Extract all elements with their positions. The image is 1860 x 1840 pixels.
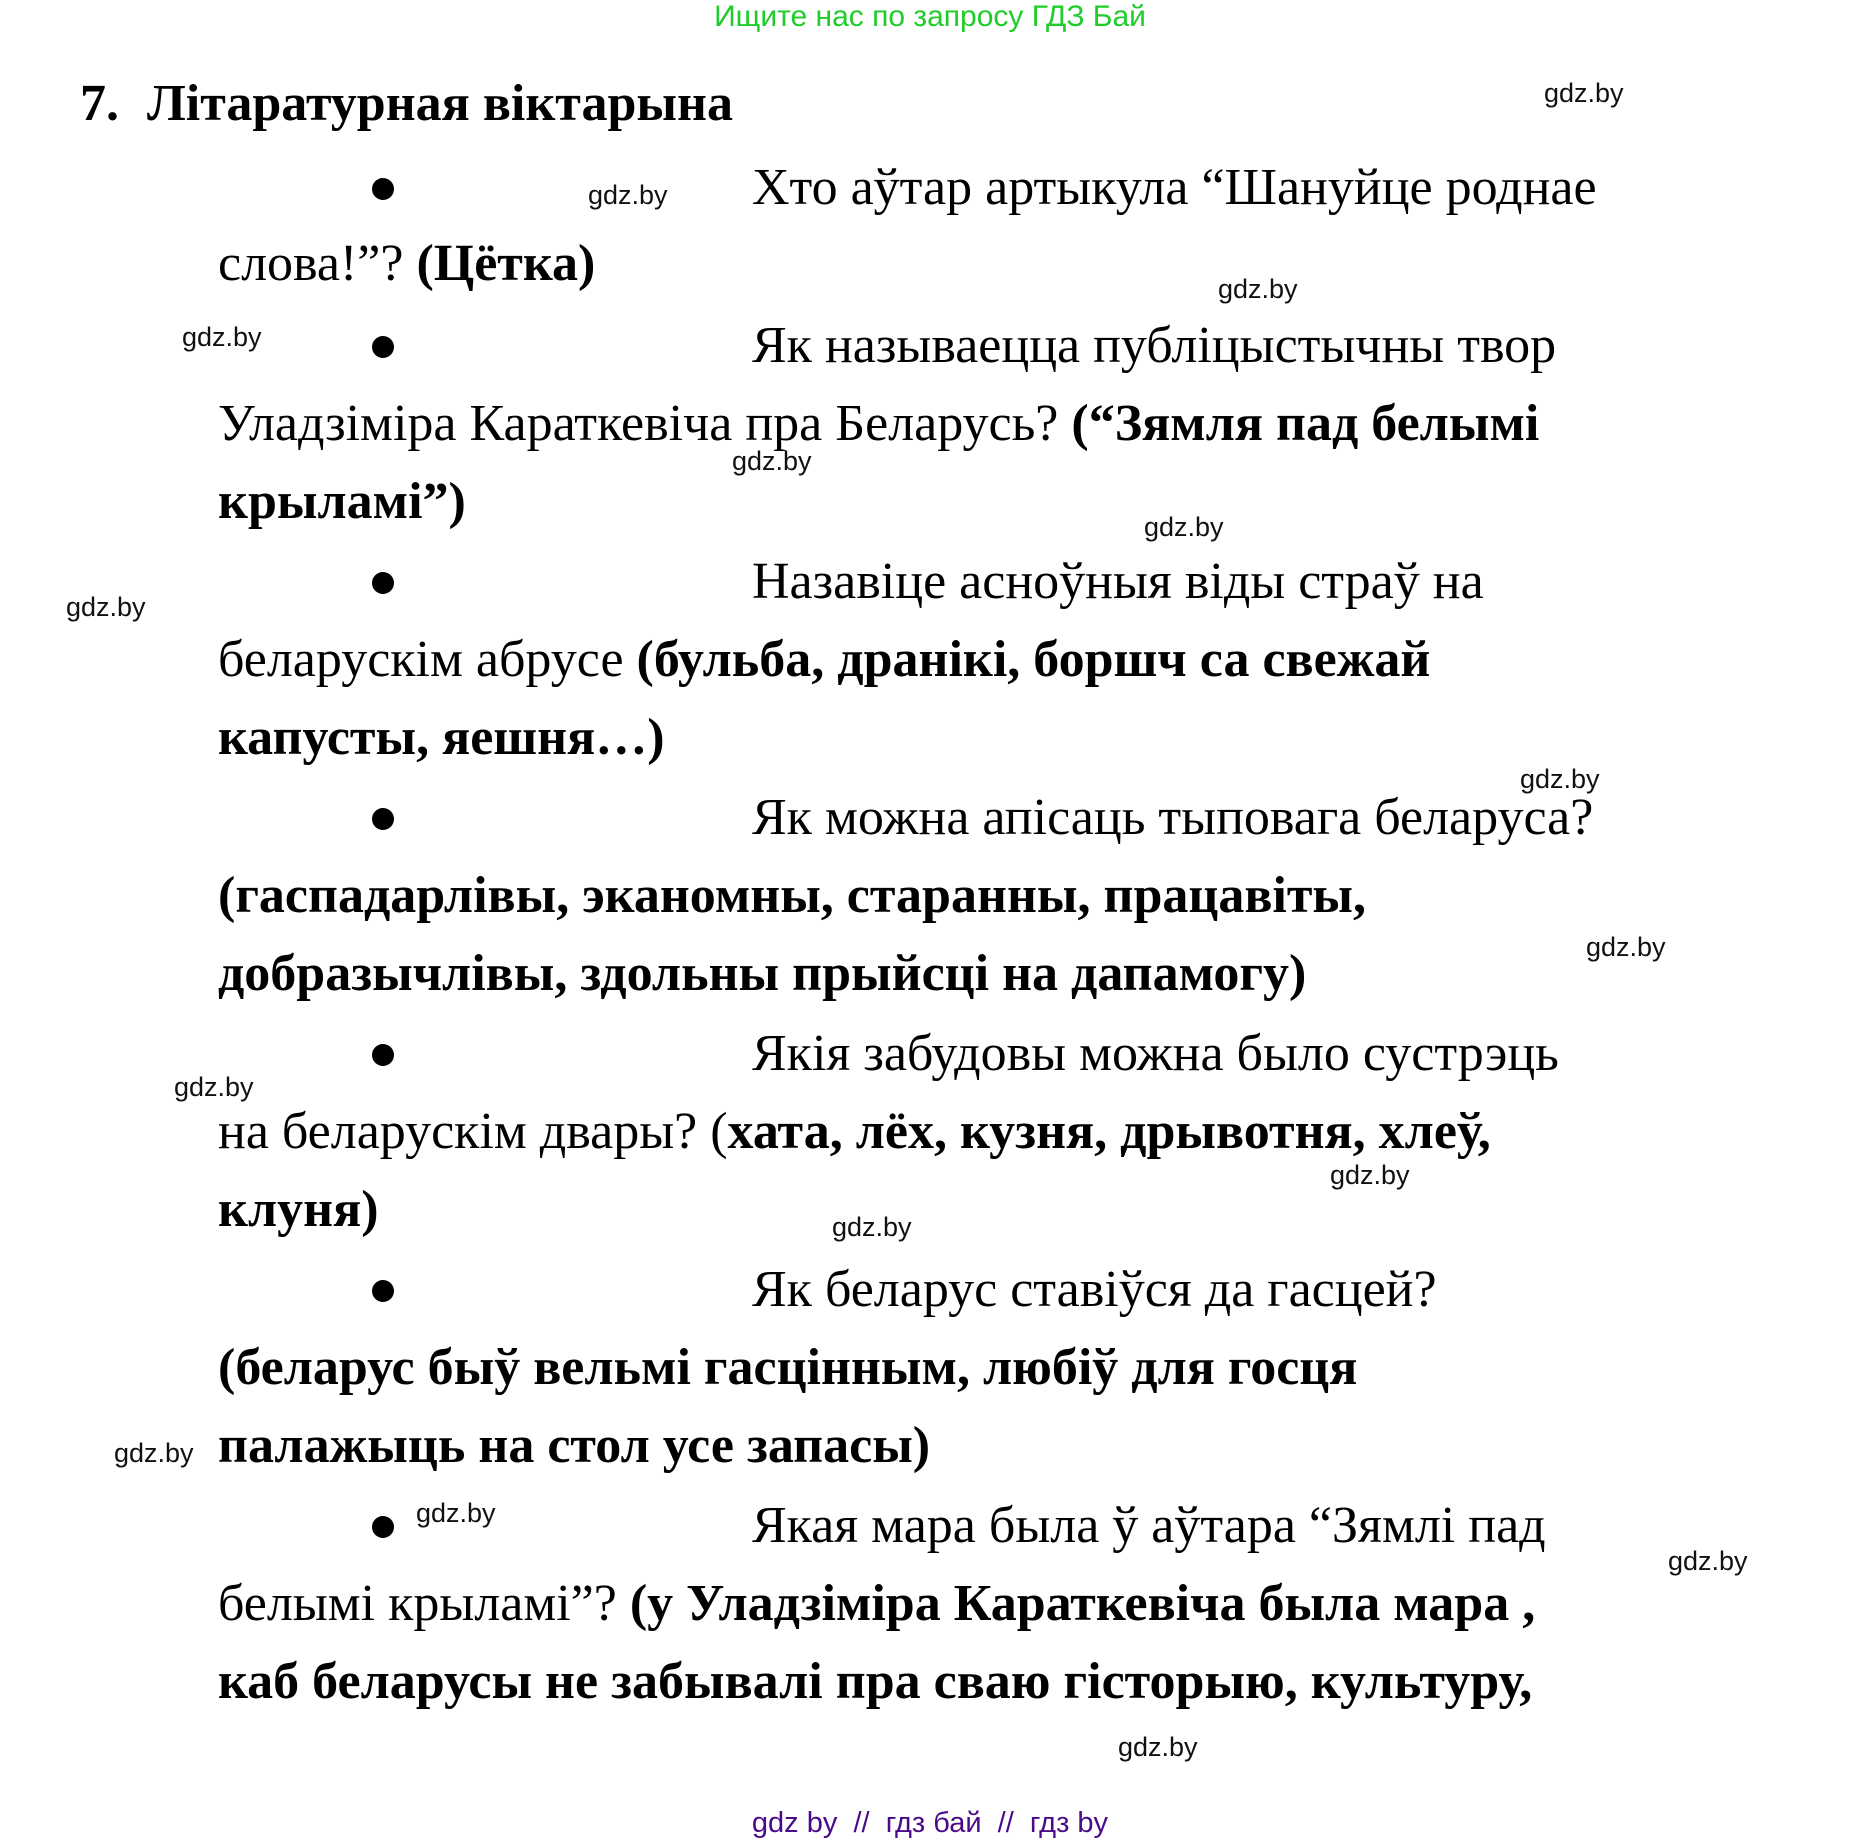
answer-line: капусты, яешня…): [218, 709, 665, 766]
answer-line: крыламі”): [218, 473, 466, 530]
bullet-icon: [372, 336, 394, 358]
answer-text: (бульба, дранікі, боршч са свежай: [636, 631, 1431, 688]
answer-line: добразычлівы, здольны прыйсці на дапамогу): [218, 945, 1307, 1002]
bullet-icon: [372, 1280, 394, 1302]
bullet-icon: [372, 1044, 394, 1066]
answer-line: каб беларусы не забывалі пра сваю гісторыю, культуру,: [218, 1653, 1533, 1710]
question-line: Хто аўтар артыкула “Шануйце роднае: [752, 159, 1597, 216]
question-text: Уладзіміра Караткевіча пра Беларусь?: [218, 395, 1059, 452]
question-answer-line: [218, 232, 595, 296]
watermark: gdz.by: [1544, 78, 1624, 108]
answer-line: (гаспадарлівы, эканомны, старанны, працавіты,: [218, 867, 1367, 924]
watermark: gdz.by: [1586, 932, 1666, 962]
question-answer-line: [218, 628, 1430, 692]
section-title: Літаратурная віктарына: [147, 75, 733, 132]
answer-line: клуня): [218, 1181, 379, 1238]
footer-links: gdz by // гдз бай // гдз by: [751, 1807, 1109, 1839]
question-answer-line: [218, 392, 1539, 456]
answer-text: хата, лёх, кузня, дрывотня, хлеў,: [727, 1103, 1491, 1160]
question-line: Як беларус ставіўся да гасцей?: [752, 1261, 1437, 1318]
watermark: gdz.by: [66, 592, 146, 622]
watermark: gdz.by: [1668, 1546, 1748, 1576]
section-number: 7.: [80, 75, 119, 132]
watermark: gdz.by: [1330, 1160, 1410, 1190]
question-line: Якая мара была ў аўтара “Зямлі пад: [752, 1497, 1546, 1554]
answer-line: (беларус быў вельмі гасцінным, любіў для госця: [218, 1339, 1358, 1396]
watermark: gdz.by: [1218, 274, 1298, 304]
bullet-icon: [372, 178, 394, 200]
watermark: gdz.by: [832, 1212, 912, 1242]
watermark: gdz.by: [588, 180, 668, 210]
question-text: беларускім абрусе: [218, 631, 624, 688]
watermark: gdz.by: [1520, 764, 1600, 794]
watermark: gdz.by: [732, 446, 812, 476]
bullet-icon: [372, 808, 394, 830]
bullet-icon: [372, 1516, 394, 1538]
watermark: gdz.by: [182, 322, 262, 352]
question-answer-line: [218, 1100, 1491, 1164]
answer-line: палажыць на стол усе запасы): [218, 1417, 931, 1474]
question-answer-line: [218, 1572, 1535, 1636]
bullet-icon: [372, 572, 394, 594]
section-heading: [80, 72, 733, 136]
watermark: gdz.by: [1118, 1732, 1198, 1762]
watermark: gdz.by: [114, 1438, 194, 1468]
question-text: слова!”?: [218, 235, 404, 292]
question-line: Як можна апісаць тыповага беларуса?: [752, 789, 1594, 846]
question-text: на беларускім двары? (: [218, 1103, 728, 1160]
watermark: gdz.by: [174, 1072, 254, 1102]
search-banner: Ищите нас по запросу ГДЗ Бай: [714, 0, 1146, 33]
answer-text: (Цётка): [416, 235, 596, 292]
watermark: gdz.by: [416, 1498, 496, 1528]
question-line: Назавіце асноўныя віды страў на: [752, 553, 1484, 610]
question-text: белымі крыламі”?: [218, 1575, 630, 1632]
watermark: gdz.by: [1144, 512, 1224, 542]
answer-text: (“Зямля пад белымі: [1071, 395, 1540, 452]
question-line: Як называецца публіцыстычны твор: [752, 317, 1557, 374]
question-line: Якія забудовы можна было сустрэць: [752, 1025, 1559, 1082]
answer-text: (у Уладзіміра Караткевіча была мара ,: [629, 1575, 1536, 1632]
